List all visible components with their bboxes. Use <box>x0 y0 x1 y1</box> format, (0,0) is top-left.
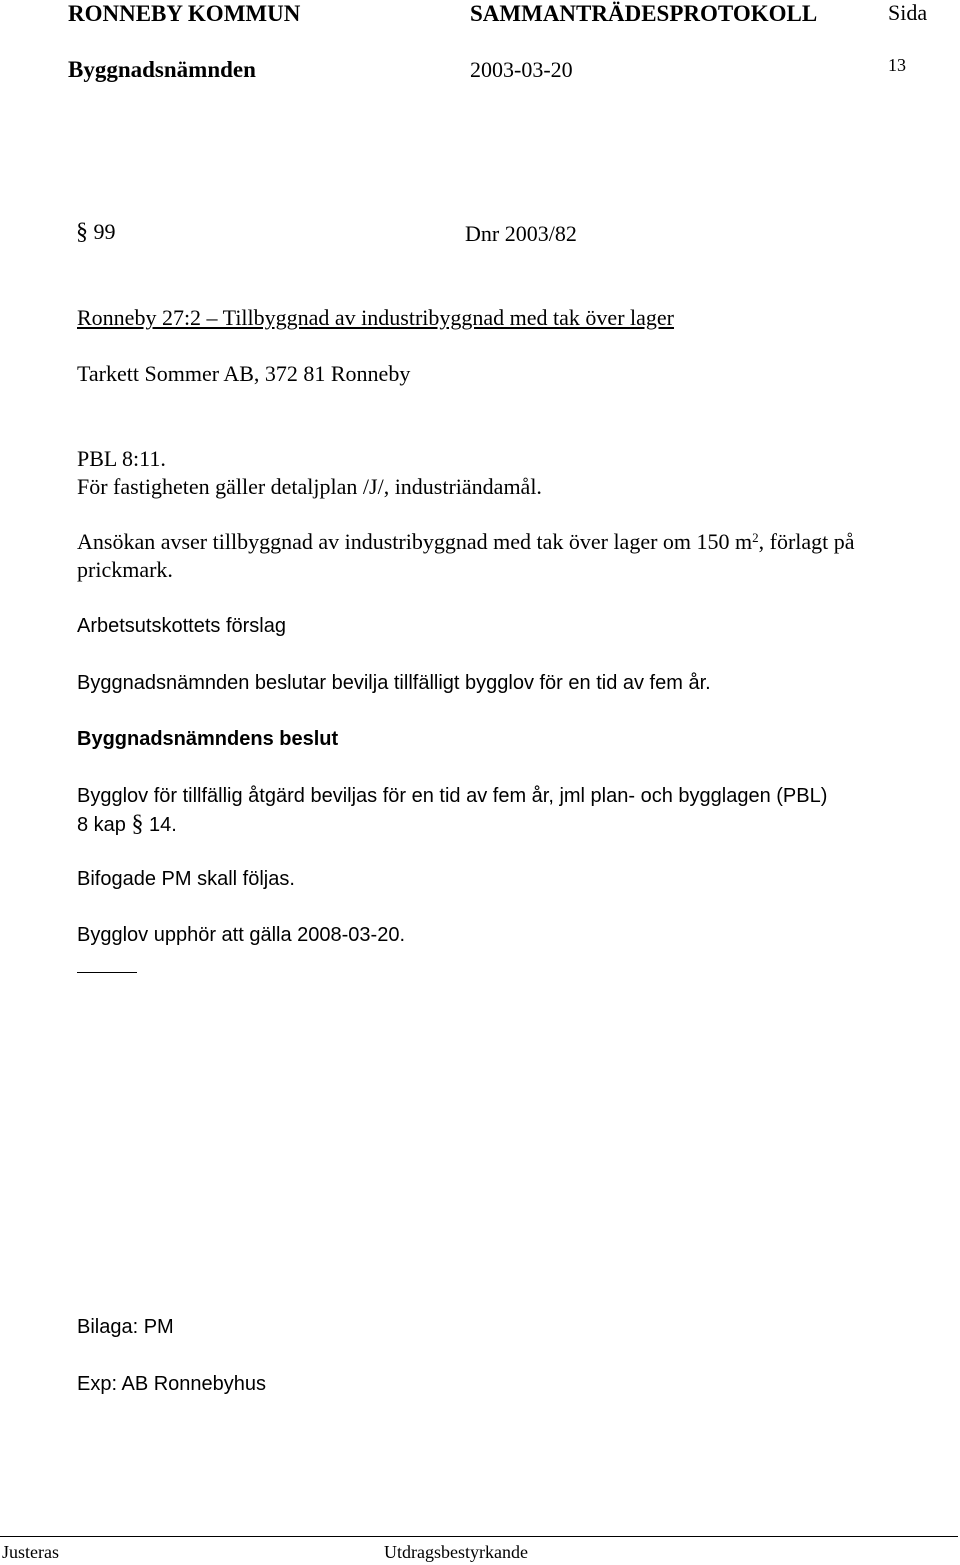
decision-heading: Byggnadsnämndens beslut <box>77 728 339 750</box>
meeting-date: 2003-03-20 <box>470 57 573 82</box>
attachment-bilaga: Bilaga: PM <box>77 1316 174 1338</box>
pbl-reference: PBL 8:11. <box>77 446 166 471</box>
decision-line1: Bygglov för tillfällig åtgärd beviljas för en tid av fem år, jml plan- och bygglagen (PBL) <box>77 785 828 807</box>
footer-utdragsbestyrkande: Utdragsbestyrkande <box>384 1542 528 1562</box>
section-number <box>76 218 116 246</box>
page-label: Sida <box>888 0 928 25</box>
committee-name: Byggnadsnämnden <box>68 57 256 82</box>
footer-justeras: Justeras <box>2 1542 59 1562</box>
application-text-line2: prickmark. <box>77 557 173 582</box>
decision-line2-prefix: 8 kap <box>77 814 132 836</box>
dnr: Dnr 2003/82 <box>465 221 577 246</box>
decision-section-symbol: § <box>131 811 144 837</box>
pm-note: Bifogade PM skall följas. <box>77 868 295 890</box>
case-title: Ronneby 27:2 – Tillbyggnad av industribyggnad med tak över lager <box>77 305 674 330</box>
proposal-text: Byggnadsnämnden beslutar bevilja tillfälligt bygglov för en tid av fem år. <box>77 672 711 694</box>
expiry-note: Bygglov upphör att gälla 2008-03-20. <box>77 924 406 946</box>
application-text-part1: Ansökan avser tillbyggnad av industribyggnad med tak över lager om 150 m <box>77 529 753 554</box>
attachment-exp: Exp: AB Ronnebyhus <box>77 1373 267 1395</box>
footer-rule <box>0 1536 958 1537</box>
decision-line2-suffix: 14. <box>143 814 177 836</box>
decision-line2 <box>77 810 177 839</box>
application-text-part2: , förlagt på <box>758 529 855 554</box>
page-number: 13 <box>888 55 906 75</box>
end-rule <box>77 972 137 973</box>
applicant: Tarkett Sommer AB, 372 81 Ronneby <box>77 361 411 386</box>
section-number-value: 99 <box>93 219 116 244</box>
org-name: RONNEBY KOMMUN <box>68 1 301 26</box>
proposal-heading: Arbetsutskottets förslag <box>77 615 286 637</box>
plan-note: För fastigheten gäller detaljplan /J/, industriändamål. <box>77 474 542 499</box>
superscript-2: 2 <box>752 530 759 545</box>
section-symbol: § <box>76 219 88 245</box>
document-type: SAMMANTRÄDESPROTOKOLL <box>470 1 818 26</box>
application-text <box>77 528 855 556</box>
